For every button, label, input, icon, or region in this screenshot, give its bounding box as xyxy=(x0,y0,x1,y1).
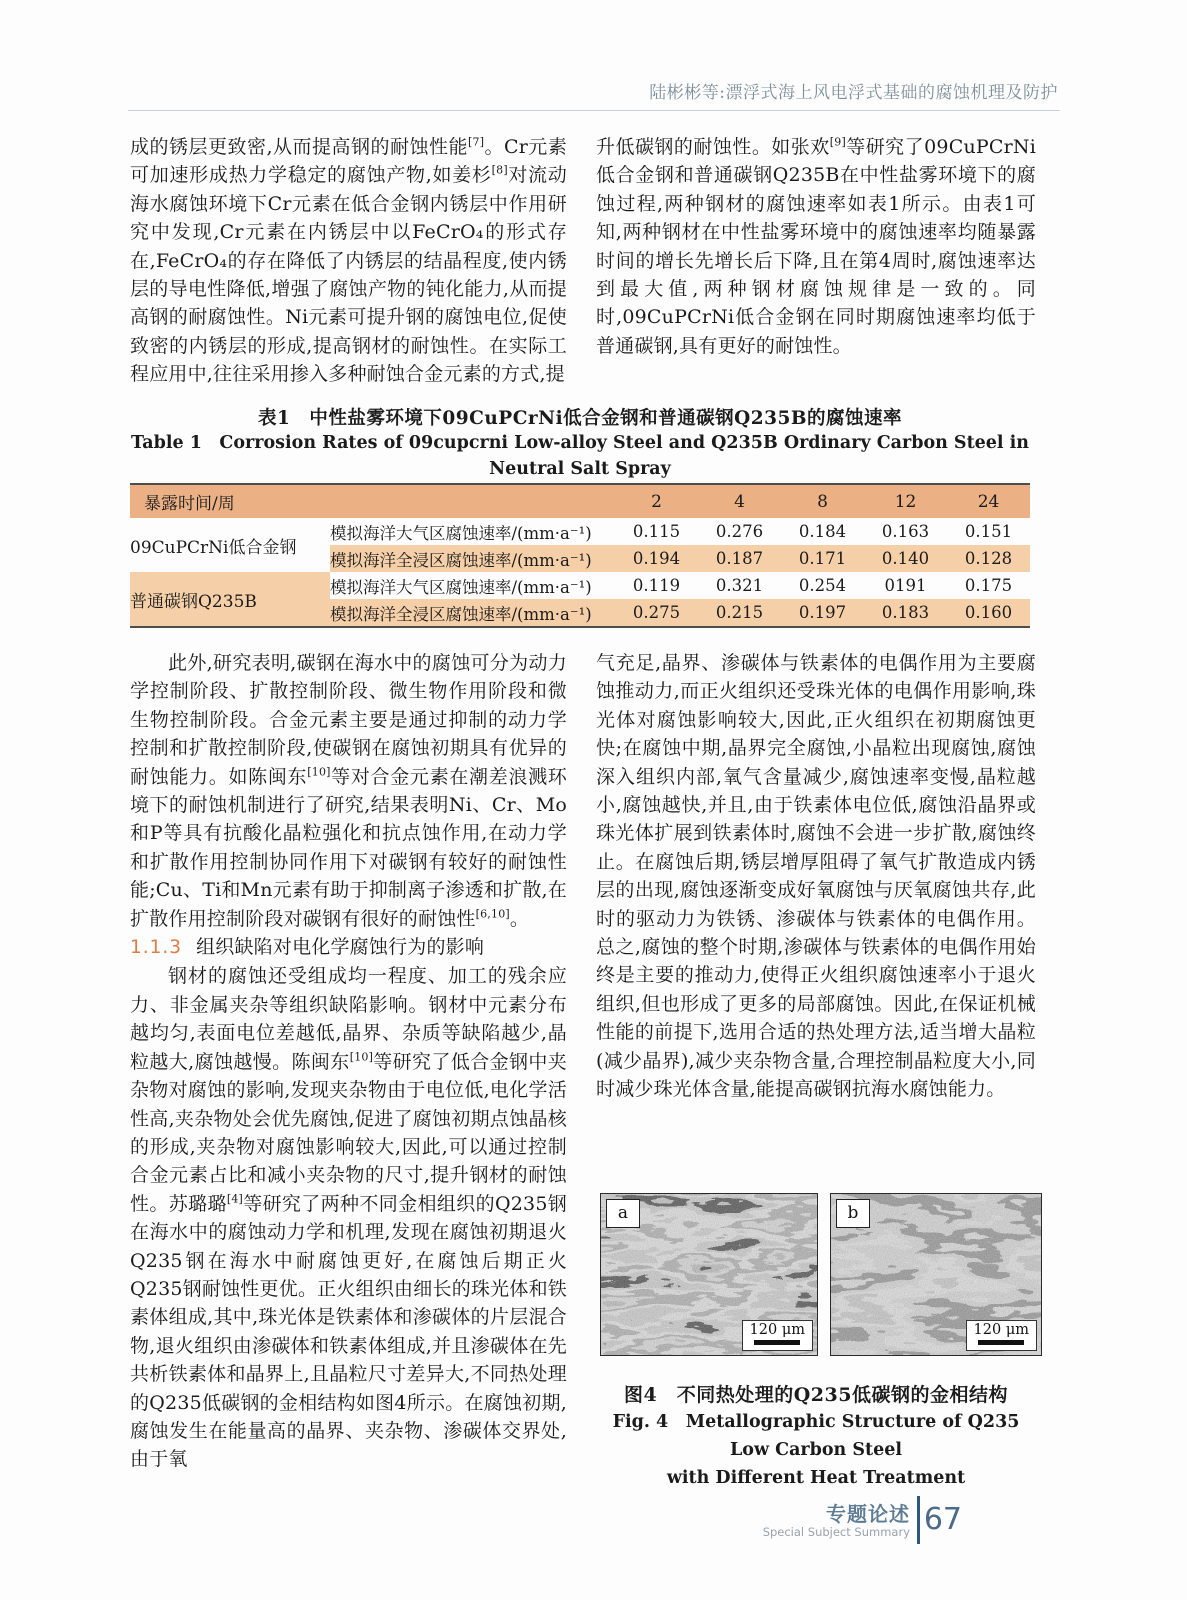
value-cell: 0.187 xyxy=(698,545,781,572)
scale-bar-line xyxy=(754,1340,800,1345)
footer-section-cn: 专题论述 xyxy=(826,1502,910,1526)
micrograph-panel-a xyxy=(600,1193,818,1356)
page-number: 67 xyxy=(923,1502,962,1537)
paragraph: 钢材的腐蚀还受组成均一程度、加工的残余应力、非金属夹杂等组织缺陷影响。钢材中元素分布越均匀,表面电位差越低,晶界、杂质等缺陷越少,晶粒越大,腐蚀越慢。陈闽东[10]等研究了低合金钢中夹杂物对腐蚀的影响,发现夹杂物由于电位低,电化学活性高,夹杂物处会优先腐蚀,促进了腐蚀初期点蚀晶核的形成,夹杂物对腐蚀影响较大,因此,可以通过控制合金元素占比和减小夹杂物的尺寸,提升钢材的耐蚀性。苏璐璐[4]等研究了两种不同金相组织的Q235钢在海水中的腐蚀动力学和机理,发现在腐蚀初期退火Q235钢在海水中耐腐蚀更好,在腐蚀后期正火Q235钢耐蚀性更优。正火组织由细长的珠光体和铁素体组成,其中,珠光体是铁素体和渗碳体的片层混合物,退火组织由渗碳体和铁素体组成,并且渗碳体在先共析铁素体和晶界上,且晶粒尺寸差异大,不同热处理的Q235低碳钢的金相结构如图4所示。在腐蚀初期,腐蚀发生在能量高的晶界、夹杂物、渗碳体交界处,由于氧 xyxy=(130,965,567,1471)
table-row xyxy=(130,572,1030,599)
scale-text: 120 μm xyxy=(973,1322,1029,1338)
right-column-top xyxy=(596,133,1036,360)
section-number: 1.1.3 xyxy=(130,937,183,959)
value-cell: 0.183 xyxy=(864,599,947,627)
table-title-cn: 表1 中性盐雾环境下09CuPCrNi低合金钢和普通碳钢Q235B的腐蚀速率 xyxy=(258,408,902,429)
page-footer xyxy=(700,1494,1060,1554)
left-column-top xyxy=(130,133,567,389)
corrosion-rate-table xyxy=(130,483,1030,628)
figure-caption-cn: 图4 不同热处理的Q235低碳钢的金相结构 xyxy=(624,1384,1008,1406)
value-cell: 0.160 xyxy=(947,599,1030,627)
value-cell: 0.197 xyxy=(781,599,864,627)
scale-bar-a xyxy=(742,1320,813,1351)
value-cell: 0.275 xyxy=(615,599,698,627)
right-column-bottom xyxy=(596,649,1036,1104)
value-cell: 0.163 xyxy=(864,518,947,545)
week-column-header: 2 xyxy=(615,484,698,518)
table-header-row xyxy=(130,484,1030,518)
running-header: 陆彬彬等:漂浮式海上风电浮式基础的腐蚀机理及防护 xyxy=(649,83,1058,103)
value-cell: 0.194 xyxy=(615,545,698,572)
scale-text: 120 μm xyxy=(749,1322,805,1338)
value-cell: 0.276 xyxy=(698,518,781,545)
paragraph: 成的锈层更致密,从而提高钢的耐蚀性能[7]。Cr元素可加速形成热力学稳定的腐蚀产物,如姜杉[8]对流动海水腐蚀环境下Cr元素在低合金钢内锈层中作用研究中发现,Cr元素在内锈层中以FeCrO₄的形式存在,FeCrO₄的存在降低了内锈层的结晶程度,使内锈层的导电性降低,增强了腐蚀产物的钝化能力,从而提高钢的耐腐蚀性。Ni元素可提升钢的腐蚀电位,促使致密的内锈层的形成,提高钢材的耐蚀性。在实际工程应用中,往往采用掺入多种耐蚀合金元素的方式,提 xyxy=(130,135,567,386)
table-row xyxy=(130,518,1030,545)
material-cell: 09CuPCrNi低合金钢 xyxy=(130,518,330,572)
figure-caption-en xyxy=(596,1408,1036,1492)
value-cell: 0.175 xyxy=(947,572,1030,599)
panel-label-b: b xyxy=(836,1199,870,1228)
scale-bar-line xyxy=(978,1340,1024,1345)
figure-4 xyxy=(600,1193,1042,1356)
scale-bar-b xyxy=(966,1320,1037,1351)
paragraph: 升低碳钢的耐蚀性。如张欢[9]等研究了09CuPCrNi低合金钢和普通碳钢Q235B在中性盐雾环境下的腐蚀过程,两种钢材的腐蚀速率如表1所示。由表1可知,两种钢材在中性盐雾环境中的腐蚀速率均随暴露时间的增长先增长后下降,且在第4周时,腐蚀速率达到最大值,两种钢材腐蚀规律是一致的。同时,09CuPCrNi低合金钢在同时期腐蚀速率均低于普通碳钢,具有更好的耐蚀性。 xyxy=(596,135,1036,357)
week-column-header: 12 xyxy=(864,484,947,518)
value-cell: 0.184 xyxy=(781,518,864,545)
value-cell: 0.119 xyxy=(615,572,698,599)
micrograph-panel-b xyxy=(830,1193,1042,1356)
value-cell: 0.254 xyxy=(781,572,864,599)
section-title: 组织缺陷对电化学腐蚀行为的影响 xyxy=(196,936,485,959)
footer-section-en: Special Subject Summary xyxy=(762,1525,910,1539)
measure-cell: 模拟海洋大气区腐蚀速率/(mm·a⁻¹) xyxy=(330,518,615,545)
figure-caption-en-line2: with Different Heat Treatment xyxy=(666,1468,966,1488)
paragraph: 此外,研究表明,碳钢在海水中的腐蚀可分为动力学控制阶段、扩散控制阶段、微生物作用阶段和微生物控制阶段。合金元素主要是通过抑制的动力学控制和扩散控制阶段,使碳钢在腐蚀初期具有优异的耐蚀能力。如陈闽东[10]等对合金元素在潮差浪溅环境下的耐蚀机制进行了研究,结果表明Ni、Cr、Mo和P等具有抗酸化晶粒强化和抗点蚀作用,在动力学和扩散作用控制协同作用下对碳钢有较好的耐蚀性能;Cu、Ti和Mn元素有助于抑制离子渗透和扩散,在扩散作用控制阶段对碳钢有很好的耐蚀性[6,10]。 xyxy=(130,652,567,930)
figure-caption-en-line1: Fig. 4 Metallographic Structure of Q235 Low Carbon Steel xyxy=(612,1412,1020,1460)
measure-cell: 模拟海洋全浸区腐蚀速率/(mm·a⁻¹) xyxy=(330,545,615,572)
measure-cell: 模拟海洋全浸区腐蚀速率/(mm·a⁻¹) xyxy=(330,599,615,627)
value-cell: 0.140 xyxy=(864,545,947,572)
value-cell: 0.321 xyxy=(698,572,781,599)
value-cell: 0.151 xyxy=(947,518,1030,545)
value-cell: 0.115 xyxy=(615,518,698,545)
footer-divider-bar xyxy=(917,1496,921,1544)
material-cell: 普通碳钢Q235B xyxy=(130,572,330,627)
week-column-header: 8 xyxy=(781,484,864,518)
value-cell: 0.128 xyxy=(947,545,1030,572)
week-column-header: 4 xyxy=(698,484,781,518)
table-header-label: 暴露时间/周 xyxy=(130,484,615,518)
value-cell: 0191 xyxy=(864,572,947,599)
panel-label-a: a xyxy=(606,1199,640,1228)
paragraph: 气充足,晶界、渗碳体与铁素体的电偶作用为主要腐蚀推动力,而正火组织还受珠光体的电偶作用影响,珠光体对腐蚀影响较大,因此,正火组织在初期腐蚀更快;在腐蚀中期,晶界完全腐蚀,小晶粒出现腐蚀,腐蚀深入组织内部,氧气含量减少,腐蚀速率变慢,晶粒越小,腐蚀越快,并且,由于铁素体电位低,腐蚀沿晶界或珠光体扩展到铁素体时,腐蚀不会进一步扩散,腐蚀终止。在腐蚀后期,锈层增厚阻碍了氧气扩散造成内锈层的出现,腐蚀逐渐变成好氧腐蚀与厌氧腐蚀共存,此时的驱动力为铁锈、渗碳体与铁素体的电偶作用。总之,腐蚀的整个时期,渗碳体与铁素体的电偶作用始终是主要的推动力,使得正火组织腐蚀速率小于退火组织,但也形成了更多的局部腐蚀。因此,在保证机械性能的前提下,选用合适的热处理方法,适当增大晶粒(减少晶界),减少夹杂物含量,合理控制晶粒度大小,同时减少珠光体含量,能提高碳钢抗海水腐蚀能力。 xyxy=(596,652,1036,1101)
header-rule xyxy=(128,110,1060,111)
week-column-header: 24 xyxy=(947,484,1030,518)
section-heading xyxy=(130,933,567,962)
left-column-bottom xyxy=(130,649,567,1474)
value-cell: 0.215 xyxy=(698,599,781,627)
value-cell: 0.171 xyxy=(781,545,864,572)
measure-cell: 模拟海洋大气区腐蚀速率/(mm·a⁻¹) xyxy=(330,572,615,599)
table-title-en-line1: Table 1 Corrosion Rates of 09cupcrni Low-alloy Steel and Q235B Ordinary Carbon Steel in Neutral Salt Spray xyxy=(130,433,1030,479)
